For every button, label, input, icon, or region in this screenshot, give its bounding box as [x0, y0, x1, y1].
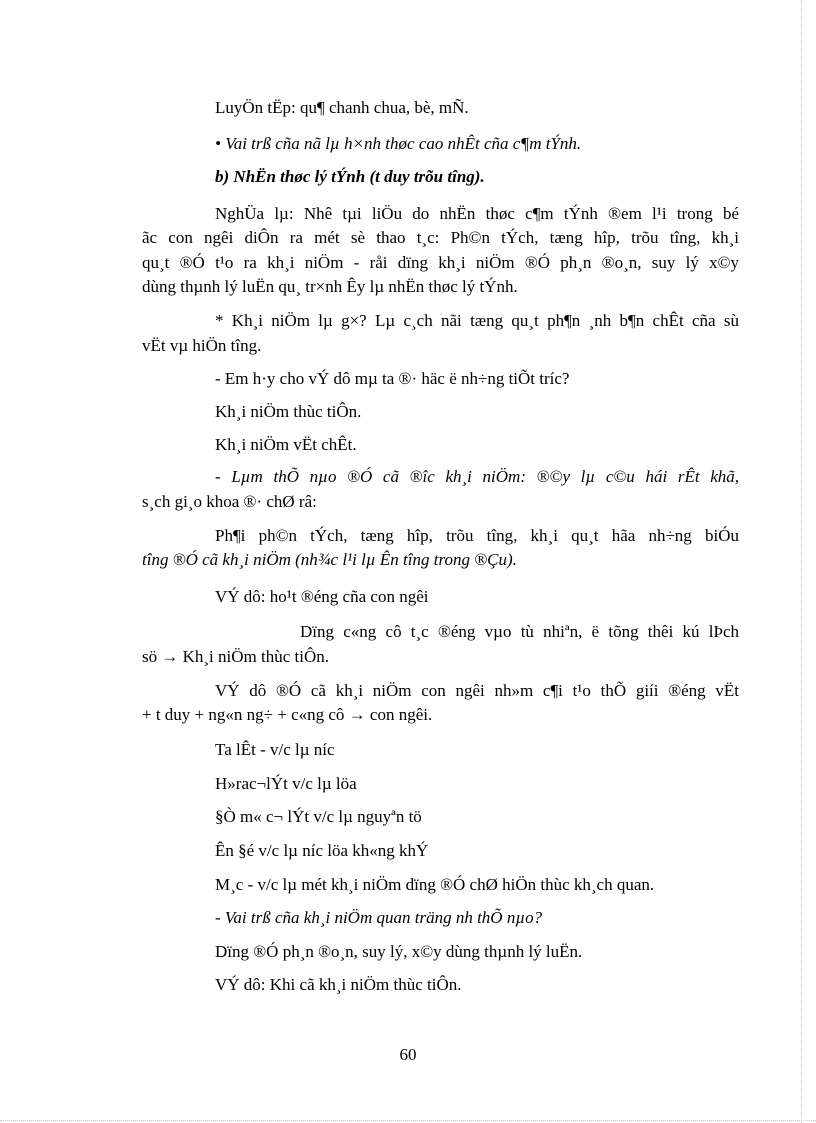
text-line: s¸ch gi¸o khoa ®· chØ râ: [142, 492, 317, 511]
text-line: vËt vµ hiÖn tîng. [142, 336, 262, 355]
text-line: Ên §é v/c lµ níc löa kh«ng khÝ [215, 841, 429, 860]
text-line: Kh¸i niÖm thùc tiÔn. [215, 402, 362, 421]
text-line: Dïng ®Ó ph¸n ®o¸n, suy lý, x©y dùng thµnh lý luËn. [215, 942, 583, 961]
text-line: Ta lÊt - v/c lµ níc [215, 740, 335, 759]
text-line: H»rac¬lÝt v/c lµ löa [215, 774, 357, 793]
text-line: VÝ dô: Khi cã kh¸i niÖm thùc tiÔn. [215, 975, 462, 994]
text-line: Kh¸i niÖm vËt chÊt. [215, 435, 357, 454]
text-line: ãc con ngêi diÔn ra mét sè thao t¸c: Ph©n tÝch, tæng hîp, trõu tîng, kh¸i [142, 228, 739, 247]
text-line: - Em h·y cho vÝ dô mµ ta ®· häc ë nh÷ng tiÕt tríc? [215, 369, 570, 388]
text-line: dùng thµnh lý luËn qu¸ tr×nh Êy lµ nhËn thøc lý tÝnh. [142, 277, 518, 296]
text-line: * Kh¸i niÖm lµ g×? Lµ c¸ch nãi tæng qu¸t ph¶n ¸nh b¶n chÊt cña sù [215, 311, 739, 330]
text-line: VÝ dô: ho¹t ®éng cña con ngêi [215, 587, 429, 606]
text-line: sö → Kh¸i niÖm thùc tiÔn. [142, 647, 329, 666]
page-bottom-rule [0, 1120, 816, 1121]
text-line: Dïng c«ng cô t¸c ®éng vµo tù nhiªn, ë tõng thêi kú lÞch [300, 622, 739, 641]
text-line: - Lµm thÕ nµo ®Ó cã ®îc kh¸i niÖm: ®©y lµ c©u hái rÊt khã, [215, 467, 739, 486]
text-line: Ph¶i ph©n tÝch, tæng hîp, trõu tîng, kh¸i qu¸t hãa nh÷ng biÓu [215, 526, 739, 545]
text-line: - Vai trß cña kh¸i niÖm quan träng nh thÕ nµo? [215, 908, 543, 927]
text-line: VÝ dô ®Ó cã kh¸i niÖm con ngêi nh»m c¶i t¹o thÕ giíi ®éng vËt [215, 681, 739, 700]
text-line: tîng ®Ó cã kh¸i niÖm (nh¾c l¹i lµ Ên tîng trong ®Çu). [142, 550, 517, 569]
text-line: • Vai trß cña nã lµ h×nh thøc cao nhÊt cña c¶m tÝnh. [215, 134, 582, 153]
text-line: qu¸t ®Ó t¹o ra kh¸i niÖm - råi dïng kh¸i niÖm ®Ó ph¸n ®o¸n, suy lý x©y [142, 253, 739, 272]
text-line: M¸c - v/c lµ mét kh¸i niÖm dïng ®Ó chØ hiÖn thùc kh¸ch quan. [215, 875, 655, 894]
text-line: + t duy + ng«n ng÷ + c«ng cô → con ngêi. [142, 705, 433, 724]
text-line: §Ò m« c¬ lÝt v/c lµ nguyªn tö [215, 807, 422, 826]
text-line: NghÜa lµ: Nhê tµi liÖu do nhËn thøc c¶m tÝnh ®em l¹i trong bé [215, 204, 739, 223]
section-heading: b) NhËn thøc lý tÝnh (t duy trõu tîng). [215, 167, 485, 186]
page-edge-rule [801, 0, 802, 1123]
text-line: LuyÖn tËp: qu¶ chanh chua, bè, mÑ. [215, 98, 469, 117]
page-number: 60 [399, 1045, 417, 1064]
